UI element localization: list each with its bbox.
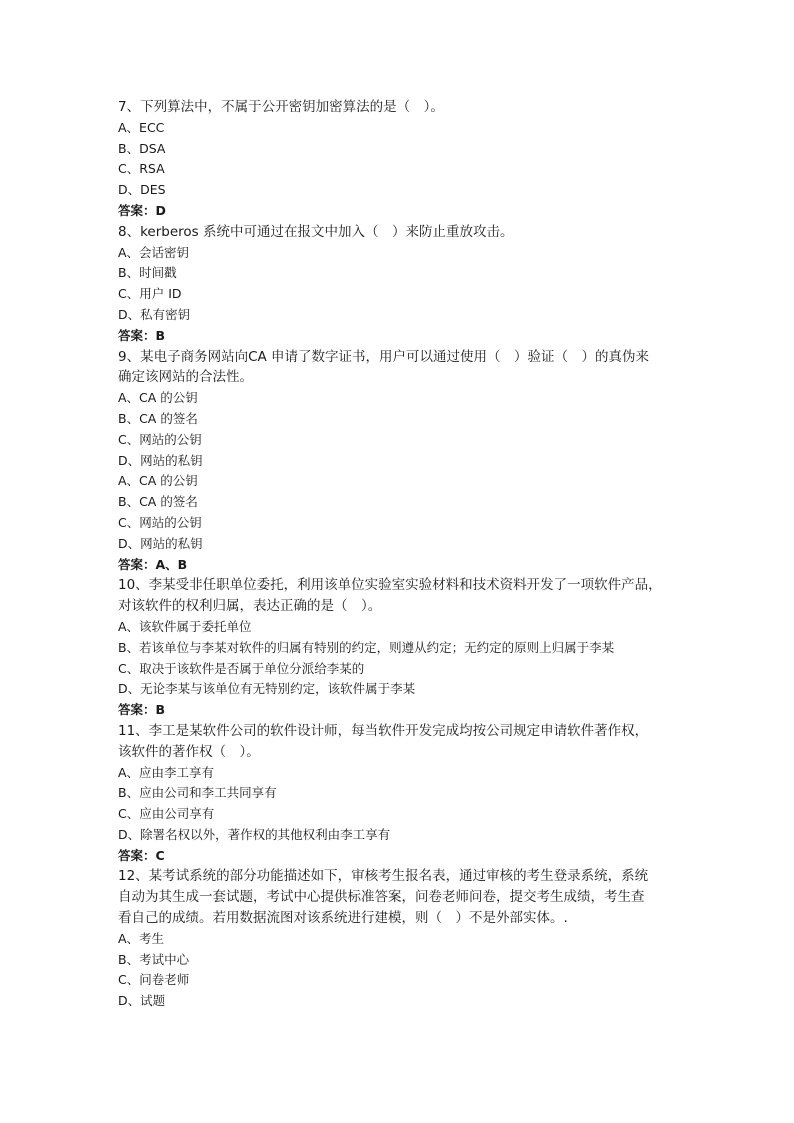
option-d: D、试题 [118, 993, 166, 1009]
option-b: B、应由公司和李工共同享有 [118, 785, 277, 801]
question-text: 看自己的成绩。若用数据流图对该系统进行建模，则（ ）不是外部实体。. [118, 910, 568, 927]
option-c: C、应由公司享有 [118, 806, 215, 822]
option-b: B、CA 的签名 [118, 494, 198, 510]
question-text: 10、李某受非任职单位委托，利用该单位实验室实验材料和技术资料开发了一项软件产品， [118, 577, 662, 594]
option-d: D、DES [118, 182, 166, 198]
question-text: 11、李工是某软件公司的软件设计师，每当软件开发完成均按公司规定申请软件著作权， [118, 722, 649, 739]
option-b: B、CA 的签名 [118, 410, 198, 426]
question-9 [118, 347, 698, 389]
option-a: A、会话密钥 [118, 244, 190, 260]
question-8 [118, 222, 698, 243]
option-a: A、该软件属于委托单位 [118, 618, 252, 634]
option-d: D、除署名权以外，著作权的其他权利由李工享有 [118, 826, 391, 842]
question-text: 自动为其生成一套试题，考试中心提供标准答案，问卷老师问卷，提交考生成绩，考生查 [118, 889, 645, 906]
question-text: 7、下列算法中，不属于公开密钥加密算法的是（ ）。 [118, 99, 444, 115]
option-c: C、用户 ID [118, 286, 182, 302]
option-b: B、DSA [118, 140, 166, 156]
question-text: 对该软件的权利归属，表达正确的是（ ）。 [118, 598, 382, 615]
question-11 [118, 721, 698, 763]
option-b: B、考试中心 [118, 951, 190, 967]
question-text: 12、某考试系统的部分功能描述如下，审核考生报名表，通过审核的考生登录系统，系统 [118, 868, 649, 885]
option-d: D、私有密钥 [118, 306, 191, 322]
option-a: A、考生 [118, 930, 165, 946]
option-a: A、应由李工享有 [118, 764, 215, 780]
question-7 [118, 97, 698, 118]
option-c: C、RSA [118, 161, 165, 177]
question-text: 9、某电子商务网站向CA 申请了数字证书，用户可以通过使用（ ）验证（ ）的真伪来 [118, 348, 650, 365]
option-d: D、无论李某与该单位有无特别约定，该软件属于李某 [118, 681, 416, 697]
option-b: B、若该单位与李某对软件的归属有特别的约定，则遵从约定；无约定的原则上归属于李某 [118, 639, 615, 655]
document-page [118, 97, 698, 1012]
question-12 [118, 866, 698, 928]
option-a: A、CA 的公钥 [118, 390, 198, 406]
answer-label: 答案：B [118, 702, 166, 718]
option-c: C、网站的公钥 [118, 514, 202, 530]
answer-label: 答案：C [118, 847, 165, 863]
question-text: 该软件的著作权（ ）。 [118, 743, 260, 760]
answer-label: 答案：A、B [118, 556, 188, 572]
option-c: C、取决于该软件是否属于单位分派给李某的 [118, 660, 365, 676]
question-text: 8、kerberos 系统中可通过在报文中加入（ ）来防止重放攻击。 [118, 223, 514, 240]
answer-label: 答案：B [118, 327, 166, 343]
option-d: D、网站的私钥 [118, 535, 203, 551]
option-a: A、CA 的公钥 [118, 473, 198, 489]
option-b: B、时间戳 [118, 265, 177, 281]
option-c: C、问卷老师 [118, 972, 190, 988]
answer-label: 答案：D [118, 202, 166, 218]
option-d: D、网站的私钥 [118, 452, 203, 468]
option-a: A、ECC [118, 119, 165, 135]
question-10 [118, 575, 698, 617]
question-text: 确定该网站的合法性。 [118, 369, 253, 386]
option-c: C、网站的公钥 [118, 431, 202, 447]
